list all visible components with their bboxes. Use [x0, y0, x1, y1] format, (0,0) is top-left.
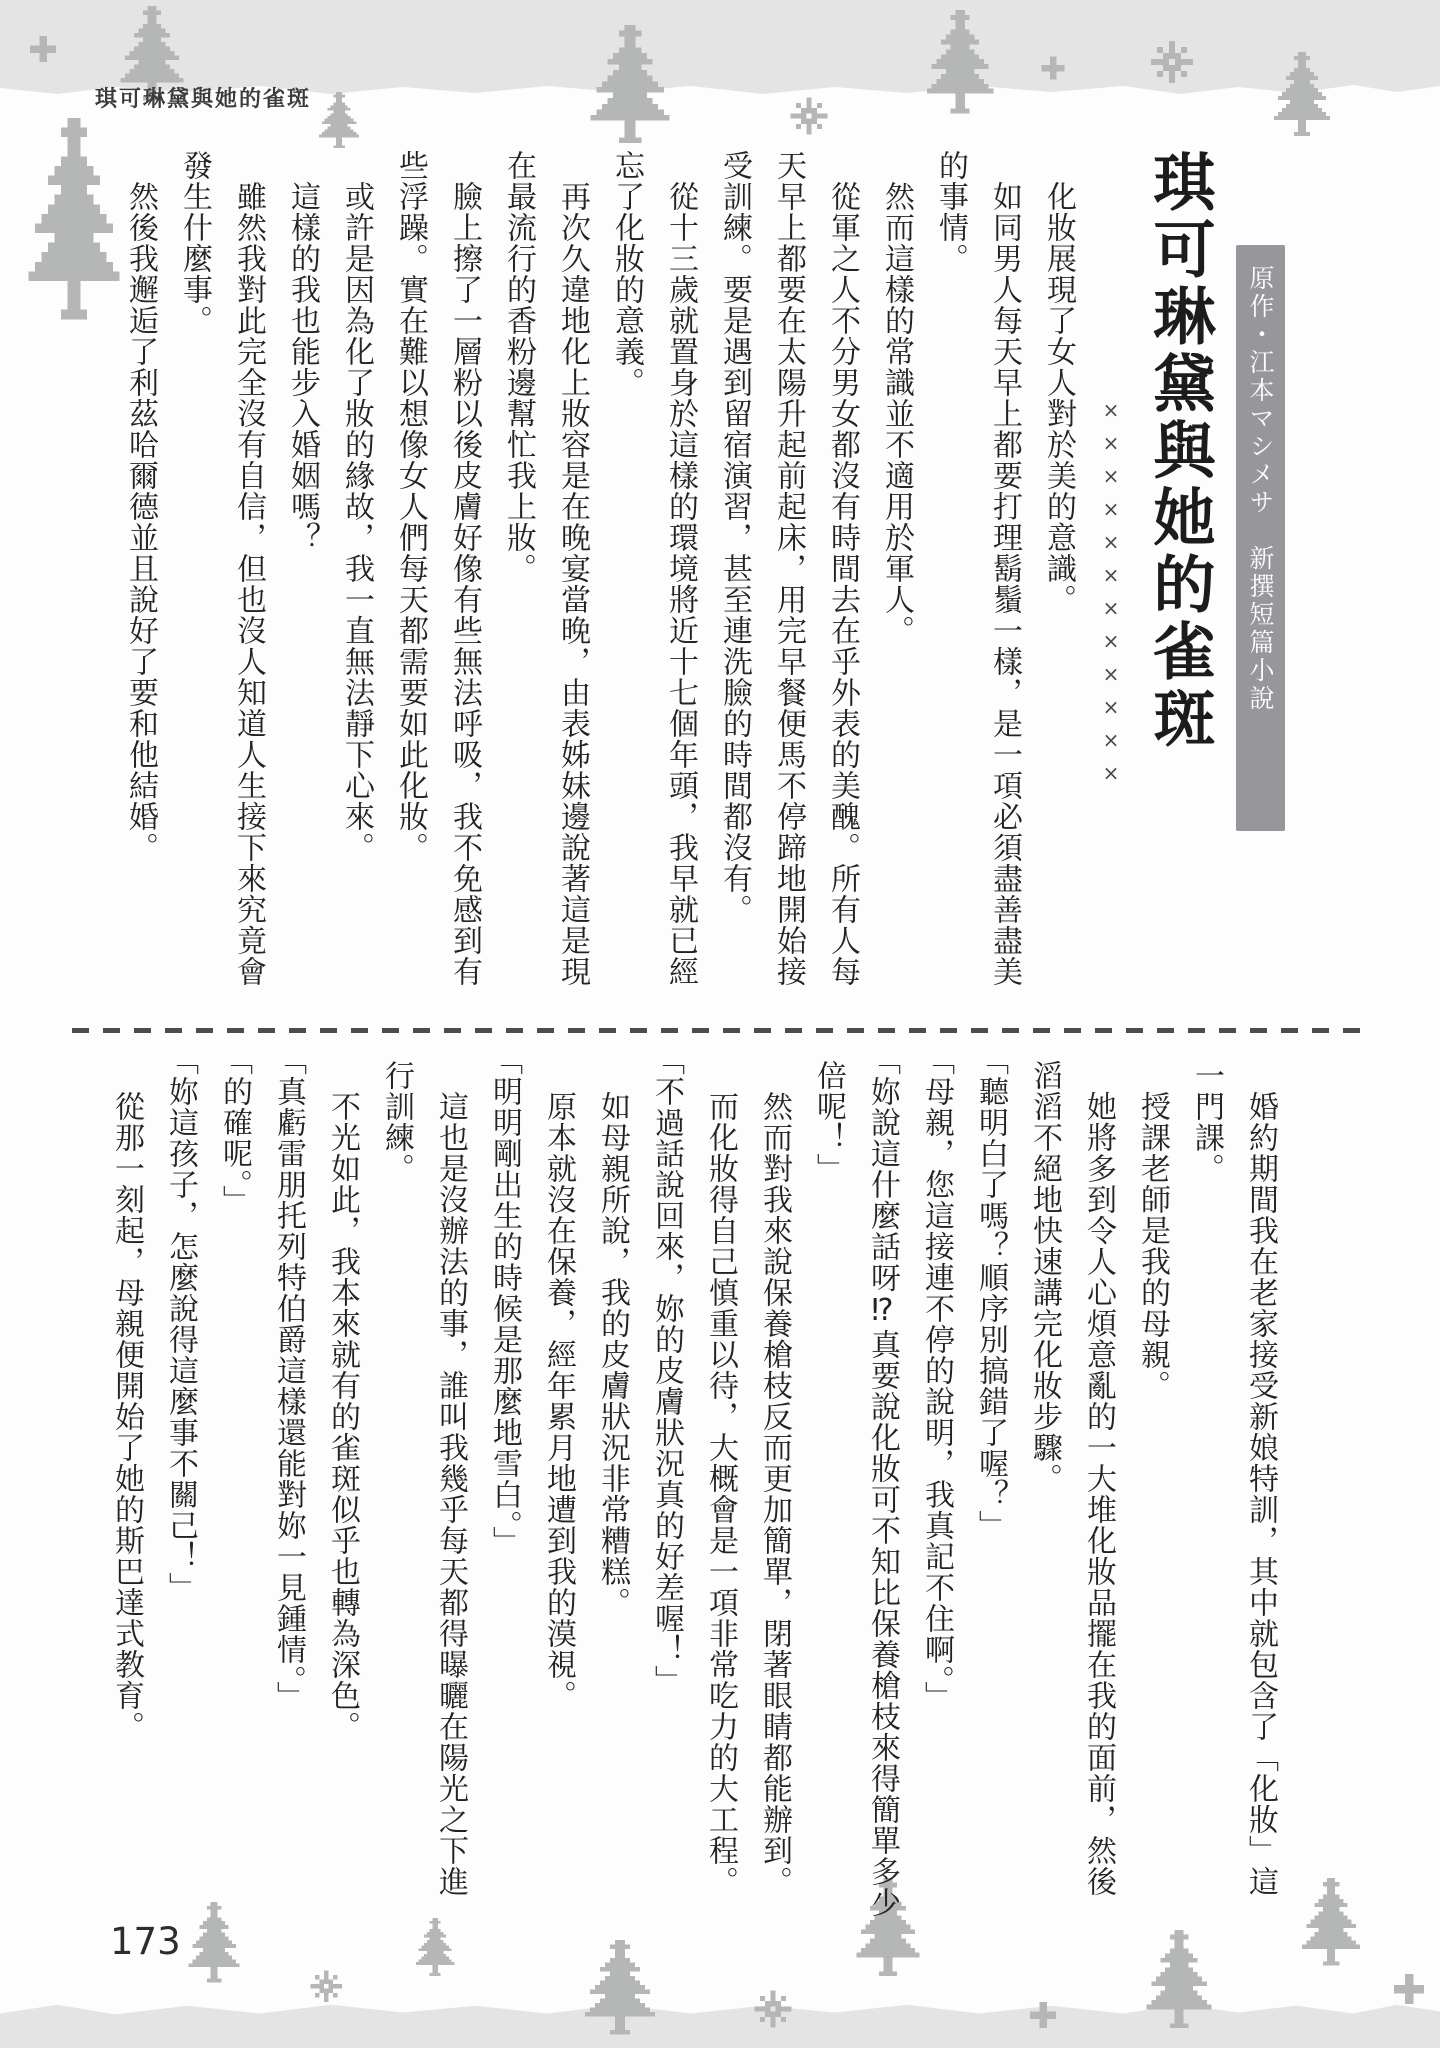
pine-tree-icon [580, 1940, 660, 2048]
story-paragraph: 雖然我對此完全沒有自信，但也沒人知道人生接下來究竟會發生什麼事。 [177, 150, 266, 987]
author-credit-band: 原作・江本マシメサ 新撰短篇小說 [1236, 245, 1285, 831]
snowflake-icon [28, 34, 58, 64]
story-paragraph: 「聽明白了嗎？順序別搞錯了喔？」 [973, 1045, 1008, 1541]
snowflake-icon [308, 1968, 344, 2004]
pine-tree-icon [316, 92, 362, 156]
story-paragraph: 「明明剛出生的時候是那麼地雪白。」 [487, 1045, 522, 1557]
snowflake-icon [752, 1988, 794, 2030]
story-paragraph: 婚約期間我在老家接受新娘特訓，其中就包含了「化妝」這一門課。 [1189, 1060, 1278, 1897]
pine-tree-icon [413, 1918, 457, 1984]
story-paragraph: 「的確呢。」 [217, 1045, 252, 1216]
story-paragraph: 從十三歲就置身於這樣的環境將近十七個年頭，我早就已經忘了化妝的意義。 [609, 150, 698, 987]
pine-tree-icon [585, 25, 675, 160]
pine-tree-icon [22, 118, 126, 348]
pine-tree-icon [922, 10, 998, 128]
story-paragraph: 化妝展現了女人對於美的意識。 [1041, 181, 1076, 615]
story-paragraph: 然而對我來說保養槍枝反而更加簡單，閉著眼睛都能辦到。 [757, 1091, 792, 1897]
running-head-title: 琪可琳黛與她的雀斑 [95, 87, 312, 112]
story-paragraph: 臉上擦了一層粉以後皮膚好像有些無法呼吸，我不免感到有些浮躁。實在難以想像女人們每天都需要如此化妝。 [393, 150, 482, 987]
story-paragraph: 「不過話說回來，妳的皮膚狀況真的好差喔！」 [649, 1045, 684, 1696]
story-paragraph: 這也是沒辦法的事，誰叫我幾乎每天都得曝曬在陽光之下進行訓練。 [379, 1060, 468, 1897]
story-paragraph: 授課老師是我的母親。 [1135, 1091, 1170, 1401]
story-paragraph: 然後我邂逅了利茲哈爾德並且說好了要和他結婚。 [123, 181, 158, 863]
snowflake-icon [788, 95, 830, 137]
story-section-lower [99, 1045, 1287, 1920]
bottom-border-band [0, 2000, 1440, 2048]
story-title: 琪可琳黛與她的雀斑 [1143, 150, 1216, 753]
pine-tree-icon [1298, 1878, 1364, 1978]
story-paragraph: 「妳這孩子，怎麼說得這麼事不關己！」 [163, 1045, 198, 1603]
story-paragraph: 「母親，您這接連不停的說明，我真記不住啊。」 [919, 1045, 954, 1712]
story-section-upper [113, 150, 1085, 1010]
story-paragraph: 再次久違地化上妝容是在晚宴當晚，由表姊妹邊說著這是現在最流行的香粉邊幫忙我上妝。 [501, 150, 590, 987]
story-paragraph: 而化妝得自己慎重以待，大概會是一項非常吃力的大工程。 [703, 1091, 738, 1897]
snowflake-icon [1148, 38, 1196, 86]
story-paragraph: 不光如此，我本來就有的雀斑似乎也轉為深色。 [325, 1091, 360, 1742]
story-paragraph: 如母親所說，我的皮膚狀況非常糟糕。 [595, 1091, 630, 1618]
page-number: 173 [110, 1920, 181, 1963]
story-paragraph: 然而這樣的常識並不適用於軍人。 [879, 181, 914, 646]
story-paragraph: 或許是因為化了妝的緣故，我一直無法靜下心來。 [339, 181, 374, 863]
pine-tree-icon [1142, 1930, 1216, 2042]
story-paragraph: 從軍之人不分男女都沒有時間去在乎外表的美醜。所有人每天早上都要在太陽升起前起床，用完早餐便馬不停蹄地開始接受訓練。要是遇到留宿演習，甚至連洗臉的時間都沒有。 [717, 150, 860, 987]
snowflake-icon [1028, 2000, 1058, 2030]
cross-marks-decoration: ×××××××××××× [1099, 398, 1123, 794]
story-paragraph: 如同男人每天早上都要打理鬍鬚一樣，是一項必須盡善盡美的事情。 [933, 150, 1022, 987]
story-paragraph: 「妳說這什麼話呀⁉真要說化妝可不知比保養槍枝來得簡單多少倍呢！」 [811, 1045, 900, 1918]
story-paragraph: 原本就沒在保養，經年累月地遭到我的漠視。 [541, 1091, 576, 1711]
pine-tree-icon [1270, 52, 1334, 148]
snowflake-icon [1040, 55, 1066, 81]
story-paragraph: 這樣的我也能步入婚姻嗎？ [285, 181, 320, 553]
story-paragraph: 從那一刻起，母親便開始了她的斯巴達式教育。 [109, 1091, 144, 1742]
story-paragraph: 「真虧雷朋托列特伯爵這樣還能對妳一見鍾情。」 [271, 1045, 306, 1712]
snowflake-icon [1392, 1972, 1426, 2006]
story-paragraph: 她將多到令人心煩意亂的一大堆化妝品擺在我的面前，然後滔滔不絕地快速講完化妝步驟。 [1027, 1060, 1116, 1897]
dashed-section-divider [72, 1028, 1368, 1033]
